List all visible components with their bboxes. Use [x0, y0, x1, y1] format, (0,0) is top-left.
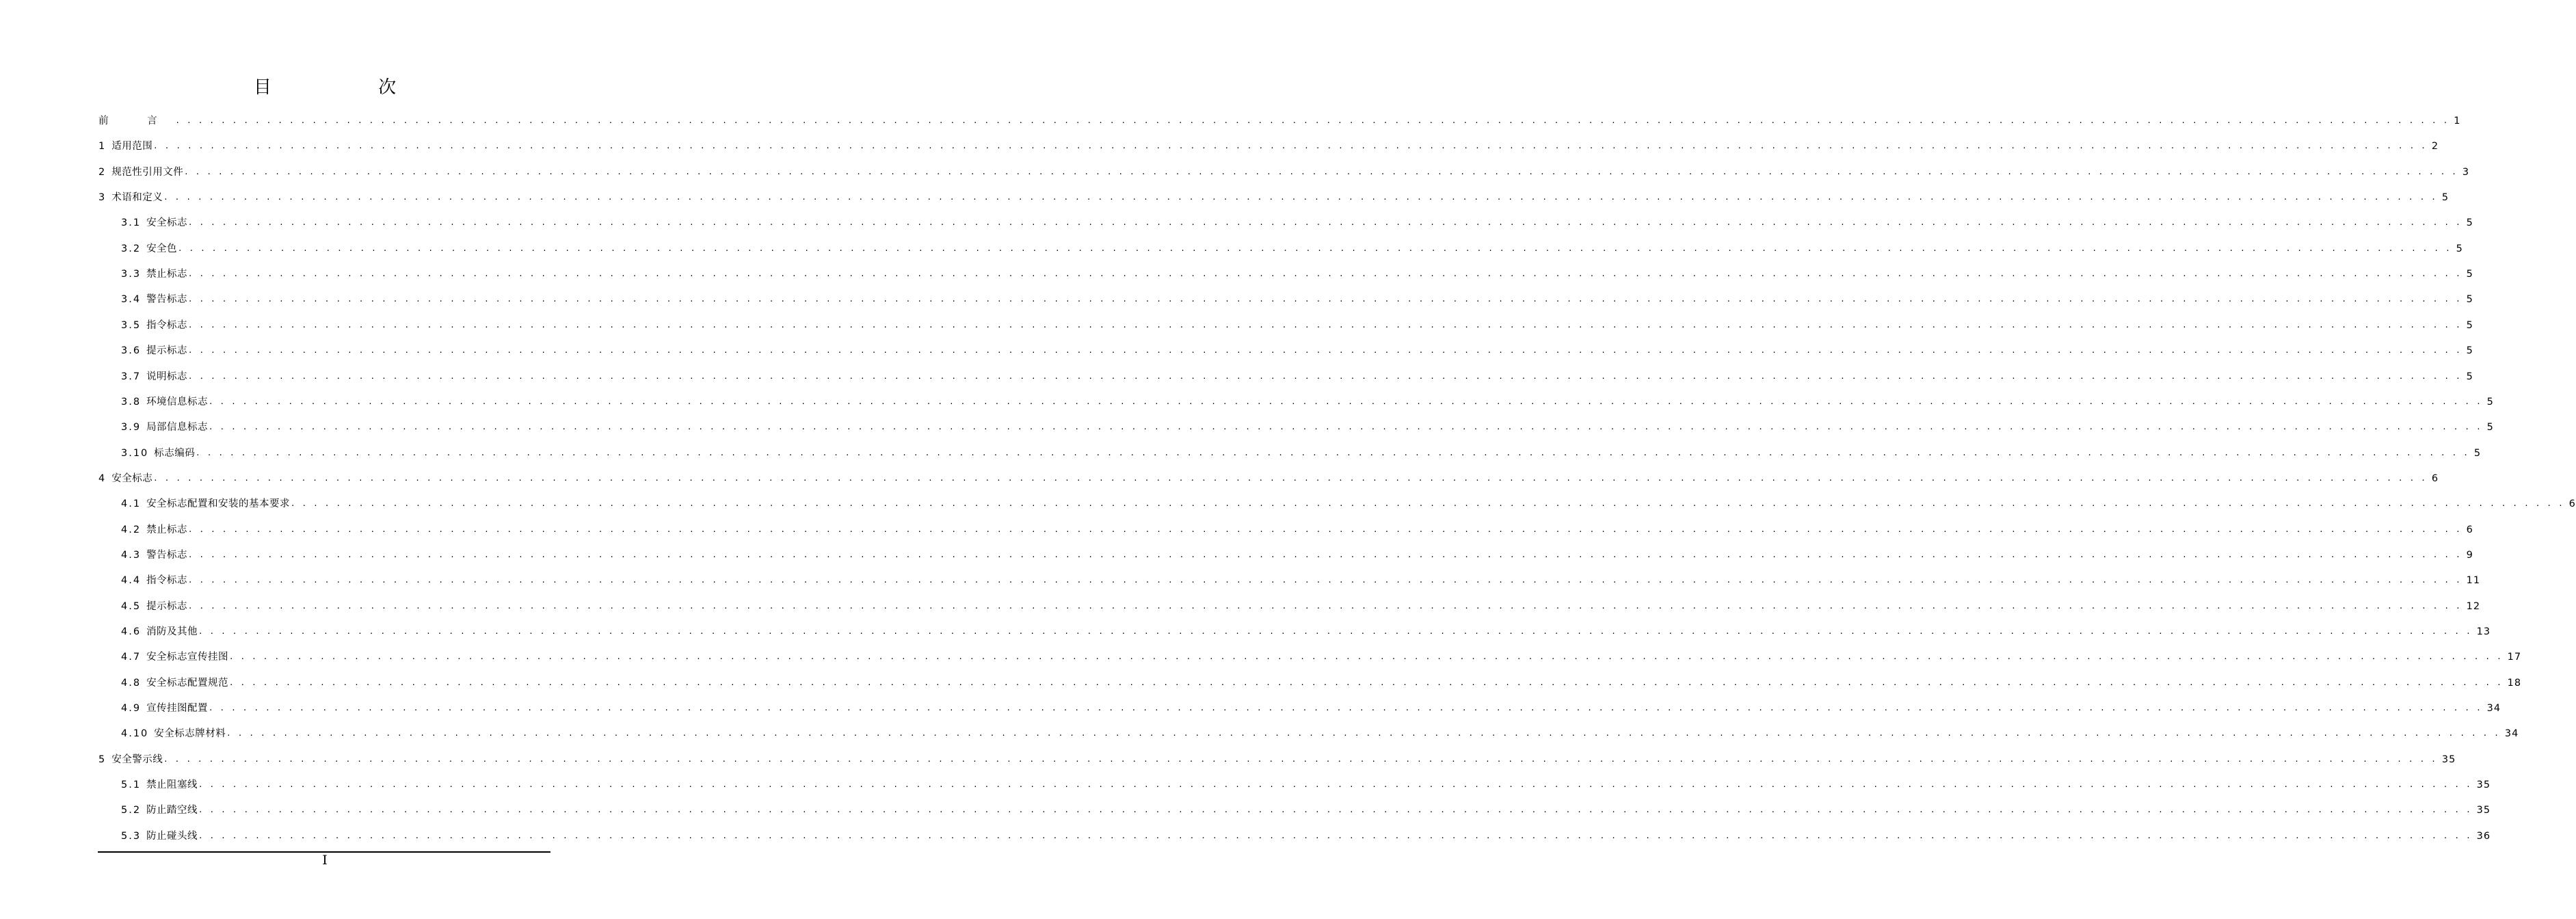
- toc-entry[interactable]: [121, 318, 2473, 333]
- toc-entry[interactable]: [121, 803, 2491, 818]
- toc-entry[interactable]: [121, 241, 2463, 256]
- toc-entry[interactable]: [121, 650, 2522, 665]
- toc-entry-title: 警告标志: [146, 294, 188, 306]
- toc-dot-leader: . . . . . . . . . . . . . . . . . . . . . . . . . . . . . . . . . . . . . . . . . . . . . . . . . . . . . . . . . . . . . . . . . . . . . . . . . . . . . . . . . . . . . . . . . . . . . . . . . . . . . . . . . . . . . . . . . . . . . . . . . . . . . . . . . . . . . . . . . . . . . . . . . . . . . . . . . . . . . . . . . . . . . . . . . . . . . . . . . . . . . . . . . . . . . . . . . . . . . . . .: [189, 371, 2462, 382]
- toc-dot-leader: . . . . . . . . . . . . . . . . . . . . . . . . . . . . . . . . . . . . . . . . . . . . . . . . . . . . . . . . . . . . . . . . . . . . . . . . . . . . . . . . . . . . . . . . . . . . . . . . . . . . . . . . . . . . . . . . . . . . . . . . . . . . . . . . . . . . . . . . . . . . . . . . . . . . . . . . . . . . . . . . . . . . . . . . . . . . . . . . . . . . . . . . . . . . . . . . . . . . . . . .: [227, 728, 2501, 739]
- toc-entry-page: 34: [2486, 703, 2501, 715]
- toc-entry-title: 局部信息标志: [146, 422, 209, 434]
- toc-entry-title: 防止踏空线: [146, 805, 198, 816]
- toc-entry[interactable]: [121, 676, 2522, 691]
- toc-dot-leader: . . . . . . . . . . . . . . . . . . . . . . . . . . . . . . . . . . . . . . . . . . . . . . . . . . . . . . . . . . . . . . . . . . . . . . . . . . . . . . . . . . . . . . . . . . . . . . . . . . . . . . . . . . . . . . . . . . . . . . . . . . . . . . . . . . . . . . . . . . . . . . . . . . . . . . . . . . . . . . . . . . . . . . . . . . . . . . . . . . . . . . . . . . . . . . . . . . . . . . . .: [199, 780, 2473, 790]
- toc-entry-title: 提示标志: [146, 600, 188, 612]
- toc-entry-title: 禁止标志: [146, 269, 188, 280]
- toc-entry-number: 3.1: [121, 217, 142, 229]
- toc-entry[interactable]: [121, 369, 2473, 384]
- toc-entry-page: 5: [2456, 243, 2463, 254]
- toc-entry-number: 4.10: [121, 728, 149, 740]
- toc-entry-number: 5.2: [121, 805, 142, 816]
- toc-entry-page: 34: [2504, 728, 2519, 740]
- toc-entry-title: 指令标志: [146, 575, 188, 587]
- toc-entry-page: 11: [2466, 575, 2481, 587]
- toc-entry-page: 5: [2466, 371, 2473, 382]
- toc-entry-page: 35: [2476, 805, 2491, 816]
- toc-entry-title: 安全标志配置规范: [146, 677, 229, 689]
- toc-dot-leader: . . . . . . . . . . . . . . . . . . . . . . . . . . . . . . . . . . . . . . . . . . . . . . . . . . . . . . . . . . . . . . . . . . . . . . . . . . . . . . . . . . . . . . . . . . . . . . . . . . . . . . . . . . . . . . . . . . . . . . . . . . . . . . . . . . . . . . . . . . . . . . . . . . . . . . . . . . . . . . . . . . . . . . . . . . . . . . . . . . . . . . . . . . . . . . . . . . . . . . . .: [185, 166, 2458, 177]
- toc-entry-page: 13: [2476, 626, 2491, 637]
- toc-dot-leader: . . . . . . . . . . . . . . . . . . . . . . . . . . . . . . . . . . . . . . . . . . . . . . . . . . . . . . . . . . . . . . . . . . . . . . . . . . . . . . . . . . . . . . . . . . . . . . . . . . . . . . . . . . . . . . . . . . . . . . . . . . . . . . . . . . . . . . . . . . . . . . . . . . . . . . . . . . . . . . . . . . . . . . . . . . . . . . . . . . . . . . . . . . . . . . . . . . . . . . . .: [189, 345, 2462, 356]
- toc-entry-number: 4: [98, 472, 107, 484]
- toc-dot-leader: . . . . . . . . . . . . . . . . . . . . . . . . . . . . . . . . . . . . . . . . . . . . . . . . . . . . . . . . . . . . . . . . . . . . . . . . . . . . . . . . . . . . . . . . . . . . . . . . . . . . . . . . . . . . . . . . . . . . . . . . . . . . . . . . . . . . . . . . . . . . . . . . . . . . . . . . . . . . . . . . . . . . . . . . . . . . . . . . . . . . . . . . . . . . . . . . . . . . . . . .: [189, 269, 2462, 280]
- toc-entry-page: 12: [2466, 600, 2481, 612]
- toc-entry-title: 禁止阻塞线: [146, 780, 198, 791]
- toc-entry-page: 5: [2466, 269, 2473, 280]
- toc-entry-page: 3: [2462, 166, 2470, 178]
- toc-entry[interactable]: [121, 522, 2473, 537]
- toc-entry[interactable]: [121, 599, 2481, 614]
- toc-entry-number: 2: [98, 166, 107, 178]
- toc-entry-title: 指令标志: [146, 319, 188, 331]
- toc-dot-leader: . . . . . . . . . . . . . . . . . . . . . . . . . . . . . . . . . . . . . . . . . . . . . . . . . . . . . . . . . . . . . . . . . . . . . . . . . . . . . . . . . . . . . . . . . . . . . . . . . . . . . . . . . . . . . . . . . . . . . . . . . . . . . . . . . . . . . . . . . . . . . . . . . . . . . . . . . . . . . . . . . . . . . . . . . . . . . . . . . . . . . . . . . . . . . . . . . . . . . . . .: [291, 498, 2565, 509]
- toc-entry[interactable]: [98, 471, 2439, 486]
- page-number: I: [322, 853, 328, 868]
- toc-entry-title: 宣传挂图配置: [146, 703, 209, 715]
- toc-dot-leader: . . . . . . . . . . . . . . . . . . . . . . . . . . . . . . . . . . . . . . . . . . . . . . . . . . . . . . . . . . . . . . . . . . . . . . . . . . . . . . . . . . . . . . . . . . . . . . . . . . . . . . . . . . . . . . . . . . . . . . . . . . . . . . . . . . . . . . . . . . . . . . . . . . . . . . . . . . . . . . . . . . . . . . . . . . . . . . . . . . . . . . . . . . . . . . . . . . . . . . . .: [189, 294, 2462, 305]
- toc-dot-leader: . . . . . . . . . . . . . . . . . . . . . . . . . . . . . . . . . . . . . . . . . . . . . . . . . . . . . . . . . . . . . . . . . . . . . . . . . . . . . . . . . . . . . . . . . . . . . . . . . . . . . . . . . . . . . . . . . . . . . . . . . . . . . . . . . . . . . . . . . . . . . . . . . . . . . . . . . . . . . . . . . . . . . . . . . . . . . . . . . . . . . . . . . . . . . . . . . . . . . . . .: [189, 217, 2462, 228]
- toc-dot-leader: . . . . . . . . . . . . . . . . . . . . . . . . . . . . . . . . . . . . . . . . . . . . . . . . . . . . . . . . . . . . . . . . . . . . . . . . . . . . . . . . . . . . . . . . . . . . . . . . . . . . . . . . . . . . . . . . . . . . . . . . . . . . . . . . . . . . . . . . . . . . . . . . . . . . . . . . . . . . . . . . . . . . . . . . . . . . . . . . . . . . . . . . . . . . . . . . . . . . . . . .: [164, 754, 2438, 764]
- toc-entry-number: 3.7: [121, 371, 142, 382]
- page-title: 目 次: [253, 77, 447, 98]
- toc-entry-page: 5: [2466, 319, 2473, 331]
- toc-entry-number: 4.4: [121, 575, 142, 587]
- toc-entry-title: 适用范围: [111, 141, 153, 152]
- toc-dot-leader: . . . . . . . . . . . . . . . . . . . . . . . . . . . . . . . . . . . . . . . . . . . . . . . . . . . . . . . . . . . . . . . . . . . . . . . . . . . . . . . . . . . . . . . . . . . . . . . . . . . . . . . . . . . . . . . . . . . . . . . . . . . . . . . . . . . . . . . . . . . . . . . . . . . . . . . . . . . . . . . . . . . . . . . . . . . . . . . . . . . . . . . . . . . . . . . . . . . . . . . .: [230, 677, 2504, 688]
- toc-entry[interactable]: [121, 573, 2481, 588]
- toc-entry-title: 禁止标志: [146, 524, 188, 535]
- toc-entry-number: 3: [98, 192, 107, 204]
- toc-entry[interactable]: [121, 446, 2482, 461]
- toc-entry-title: 防止碰头线: [146, 830, 198, 842]
- toc-dot-leader: . . . . . . . . . . . . . . . . . . . . . . . . . . . . . . . . . . . . . . . . . . . . . . . . . . . . . . . . . . . . . . . . . . . . . . . . . . . . . . . . . . . . . . . . . . . . . . . . . . . . . . . . . . . . . . . . . . . . . . . . . . . . . . . . . . . . . . . . . . . . . . . . . . . . . . . . . . . . . . . . . . . . . . . . . . . . . . . . . . . . . . . . . . . . . . . . . . . . . . . .: [189, 549, 2462, 560]
- toc-entry-number: 4.8: [121, 677, 142, 689]
- toc-entry-number: 3.3: [121, 269, 142, 280]
- toc-entry-page: 36: [2476, 830, 2491, 842]
- toc-entry-number: 3.2: [121, 243, 142, 254]
- toc-entry-number: 4.2: [121, 524, 142, 535]
- toc-entry-title: 安全标志宣传挂图: [146, 652, 229, 663]
- toc-dot-leader: . . . . . . . . . . . . . . . . . . . . . . . . . . . . . . . . . . . . . . . . . . . . . . . . . . . . . . . . . . . . . . . . . . . . . . . . . . . . . . . . . . . . . . . . . . . . . . . . . . . . . . . . . . . . . . . . . . . . . . . . . . . . . . . . . . . . . . . . . . . . . . . . . . . . . . . . . . . . . . . . . . . . . . . . . . . . . . . . . . . . . . . . . . . . . . . . . . . . . . . .: [189, 319, 2462, 330]
- toc-dot-leader: . . . . . . . . . . . . . . . . . . . . . . . . . . . . . . . . . . . . . . . . . . . . . . . . . . . . . . . . . . . . . . . . . . . . . . . . . . . . . . . . . . . . . . . . . . . . . . . . . . . . . . . . . . . . . . . . . . . . . . . . . . . . . . . . . . . . . . . . . . . . . . . . . . . . . . . . . . . . . . . . . . . . . . . . . . . . . . . . . . . . . . . . . . . . . . . . . . . . . . . .: [154, 141, 2428, 152]
- toc-entry-number: 3.6: [121, 345, 142, 357]
- toc-entry[interactable]: [121, 267, 2473, 282]
- toc-dot-leader: . . . . . . . . . . . . . . . . . . . . . . . . . . . . . . . . . . . . . . . . . . . . . . . . . . . . . . . . . . . . . . . . . . . . . . . . . . . . . . . . . . . . . . . . . . . . . . . . . . . . . . . . . . . . . . . . . . . . . . . . . . . . . . . . . . . . . . . . . . . . . . . . . . . . . . . . . . . . . . . . . . . . . . . . . . . . . . . . . . . . . . . . . . . . . . . . . . . . . . . .: [189, 575, 2462, 586]
- toc-entry-number: 4.7: [121, 652, 142, 663]
- toc-entry[interactable]: [121, 420, 2494, 435]
- toc-entry-number: 4.1: [121, 498, 142, 510]
- toc-entry-number: 4.9: [121, 703, 142, 715]
- toc-entry[interactable]: [121, 548, 2473, 563]
- toc-entry-title: 安全警示线: [111, 754, 163, 765]
- toc-entry-title: 提示标志: [146, 345, 188, 357]
- toc-entry[interactable]: [121, 726, 2519, 741]
- toc-entry-title: 安全色: [146, 243, 178, 254]
- toc-entry[interactable]: [98, 139, 2439, 154]
- toc-entry-number: 3.10: [121, 447, 149, 459]
- toc-entry-number: 1: [98, 141, 107, 152]
- toc-dot-leader: . . . . . . . . . . . . . . . . . . . . . . . . . . . . . . . . . . . . . . . . . . . . . . . . . . . . . . . . . . . . . . . . . . . . . . . . . . . . . . . . . . . . . . . . . . . . . . . . . . . . . . . . . . . . . . . . . . . . . . . . . . . . . . . . . . . . . . . . . . . . . . . . . . . . . . . . . . . . . . . . . . . . . . . . . . . . . . . . . . . . . . . . . . . . . . . . . . . . . . . .: [199, 830, 2473, 841]
- toc-entry-number: 3.4: [121, 294, 142, 306]
- toc-entry-title: 消防及其他: [146, 626, 198, 637]
- toc-entry-title: 安全标志配置和安装的基本要求: [146, 498, 291, 510]
- toc-entry[interactable]: [98, 190, 2449, 205]
- toc-entry-title: 安全标志: [146, 217, 188, 229]
- toc-entry[interactable]: [121, 624, 2491, 639]
- toc-entry-page: 6: [2431, 472, 2439, 484]
- toc-entry-page: 18: [2507, 677, 2522, 689]
- toc-entry-page: 5: [2486, 422, 2494, 434]
- toc-dot-leader: . . . . . . . . . . . . . . . . . . . . . . . . . . . . . . . . . . . . . . . . . . . . . . . . . . . . . . . . . . . . . . . . . . . . . . . . . . . . . . . . . . . . . . . . . . . . . . . . . . . . . . . . . . . . . . . . . . . . . . . . . . . . . . . . . . . . . . . . . . . . . . . . . . . . . . . . . . . . . . . . . . . . . . . . . . . . . . . . . . . . . . . . . . . . . . . . . . . . . . . .: [199, 626, 2473, 637]
- toc-entry-page: 35: [2441, 754, 2456, 765]
- toc-entry-number: 5: [98, 754, 107, 765]
- toc-entry-number: 3.8: [121, 396, 142, 408]
- toc-entry-title: 环境信息标志: [146, 396, 209, 408]
- toc-entry[interactable]: [121, 215, 2473, 230]
- toc-entry[interactable]: [98, 752, 2456, 767]
- toc-entry-number: 3.9: [121, 422, 142, 434]
- toc-entry[interactable]: [98, 165, 2470, 180]
- toc-dot-leader: . . . . . . . . . . . . . . . . . . . . . . . . . . . . . . . . . . . . . . . . . . . . . . . . . . . . . . . . . . . . . . . . . . . . . . . . . . . . . . . . . . . . . . . . . . . . . . . . . . . . . . . . . . . . . . . . . . . . . . . . . . . . . . . . . . . . . . . . . . . . . . . . . . . . . . . . . . . . . . . . . . . . . . . . . . . . . . . . . . . . . . . . . . . . . . . . . . . . . . . .: [189, 600, 2462, 611]
- toc-entry-number: 5.3: [121, 830, 142, 842]
- toc-entry-number: 4.6: [121, 626, 142, 637]
- toc-entry[interactable]: [98, 114, 2461, 129]
- toc-entry-page: 5: [2466, 345, 2473, 357]
- toc-entry-page: 6: [2466, 524, 2473, 535]
- toc-dot-leader: . . . . . . . . . . . . . . . . . . . . . . . . . . . . . . . . . . . . . . . . . . . . . . . . . . . . . . . . . . . . . . . . . . . . . . . . . . . . . . . . . . . . . . . . . . . . . . . . . . . . . . . . . . . . . . . . . . . . . . . . . . . . . . . . . . . . . . . . . . . . . . . . . . . . . . . . . . . . . . . . . . . . . . . . . . . . . . . . . . . . . . . . . . . . . . . . . . . . . . . .: [209, 396, 2483, 407]
- toc-entry-page: 5: [2486, 396, 2494, 408]
- toc-entry-title: 安全标志牌材料: [154, 728, 226, 740]
- toc-entry-number: 3.5: [121, 319, 142, 331]
- toc-dot-leader: . . . . . . . . . . . . . . . . . . . . . . . . . . . . . . . . . . . . . . . . . . . . . . . . . . . . . . . . . . . . . . . . . . . . . . . . . . . . . . . . . . . . . . . . . . . . . . . . . . . . . . . . . . . . . . . . . . . . . . . . . . . . . . . . . . . . . . . . . . . . . . . . . . . . . . . . . . . . . . . . . . . . . . . . . . . . . . . . . . . . . . . . . . . . . . . . . . . . . . . .: [209, 422, 2483, 433]
- toc-dot-leader: . . . . . . . . . . . . . . . . . . . . . . . . . . . . . . . . . . . . . . . . . . . . . . . . . . . . . . . . . . . . . . . . . . . . . . . . . . . . . . . . . . . . . . . . . . . . . . . . . . . . . . . . . . . . . . . . . . . . . . . . . . . . . . . . . . . . . . . . . . . . . . . . . . . . . . . . . . . . . . . . . . . . . . . . . . . . . . . . . . . . . . . . . . . . . . . . . . . . . . . .: [209, 703, 2483, 714]
- toc-entry-title: 标志编码: [154, 447, 196, 459]
- toc-entry-title: 前 言: [98, 116, 175, 126]
- toc-entry-page: 35: [2476, 780, 2491, 791]
- toc-dot-leader: . . . . . . . . . . . . . . . . . . . . . . . . . . . . . . . . . . . . . . . . . . . . . . . . . . . . . . . . . . . . . . . . . . . . . . . . . . . . . . . . . . . . . . . . . . . . . . . . . . . . . . . . . . . . . . . . . . . . . . . . . . . . . . . . . . . . . . . . . . . . . . . . . . . . . . . . . . . . . . . . . . . . . . . . . . . . . . . . . . . . . . . . . . . . . . . . . . . . . . . .: [196, 447, 2470, 458]
- toc-entry-page: 5: [2466, 294, 2473, 306]
- toc-entry-number: 5.1: [121, 780, 142, 791]
- toc-entry[interactable]: [121, 395, 2494, 410]
- toc-entry-page: 9: [2466, 549, 2473, 561]
- toc-dot-leader: . . . . . . . . . . . . . . . . . . . . . . . . . . . . . . . . . . . . . . . . . . . . . . . . . . . . . . . . . . . . . . . . . . . . . . . . . . . . . . . . . . . . . . . . . . . . . . . . . . . . . . . . . . . . . . . . . . . . . . . . . . . . . . . . . . . . . . . . . . . . . . . . . . . . . . . . . . . . . . . . . . . . . . . . . . . . . . . . . . . . . . . . . . . . . . . . . . . . . . . .: [154, 472, 2428, 483]
- toc-dot-leader: . . . . . . . . . . . . . . . . . . . . . . . . . . . . . . . . . . . . . . . . . . . . . . . . . . . . . . . . . . . . . . . . . . . . . . . . . . . . . . . . . . . . . . . . . . . . . . . . . . . . . . . . . . . . . . . . . . . . . . . . . . . . . . . . . . . . . . . . . . . . . . . . . . . . . . . . . . . . . . . . . . . . . . . . . . . . . . . . . . . . . . . . . . . . . . . . . . . . . . . .: [176, 116, 2450, 126]
- toc-entry[interactable]: [121, 292, 2473, 307]
- toc-entry-page: 5: [2466, 217, 2473, 229]
- toc-dot-leader: . . . . . . . . . . . . . . . . . . . . . . . . . . . . . . . . . . . . . . . . . . . . . . . . . . . . . . . . . . . . . . . . . . . . . . . . . . . . . . . . . . . . . . . . . . . . . . . . . . . . . . . . . . . . . . . . . . . . . . . . . . . . . . . . . . . . . . . . . . . . . . . . . . . . . . . . . . . . . . . . . . . . . . . . . . . . . . . . . . . . . . . . . . . . . . . . . . . . . . . .: [189, 524, 2462, 535]
- toc-entry-page: 6: [2568, 498, 2576, 510]
- toc-entry-title: 说明标志: [146, 371, 188, 382]
- toc-entry-page: 5: [2441, 192, 2449, 204]
- toc-entry-title: 安全标志: [111, 472, 153, 484]
- toc-entry[interactable]: [121, 777, 2491, 793]
- toc-entry[interactable]: [121, 343, 2473, 358]
- toc-entry-page: 5: [2473, 447, 2482, 459]
- toc-entry-number: 4.5: [121, 600, 142, 612]
- toc-entry[interactable]: [121, 496, 2576, 511]
- toc-entry-page: 1: [2454, 116, 2461, 126]
- toc-dot-leader: . . . . . . . . . . . . . . . . . . . . . . . . . . . . . . . . . . . . . . . . . . . . . . . . . . . . . . . . . . . . . . . . . . . . . . . . . . . . . . . . . . . . . . . . . . . . . . . . . . . . . . . . . . . . . . . . . . . . . . . . . . . . . . . . . . . . . . . . . . . . . . . . . . . . . . . . . . . . . . . . . . . . . . . . . . . . . . . . . . . . . . . . . . . . . . . . . . . . . . . .: [178, 243, 2452, 254]
- toc-entry-title: 规范性引用文件: [111, 166, 184, 178]
- toc-entry-page: 2: [2431, 141, 2439, 152]
- toc-entry-title: 警告标志: [146, 549, 188, 561]
- toc-entry-title: 术语和定义: [111, 192, 163, 204]
- toc-entry[interactable]: [121, 829, 2491, 844]
- toc-entry[interactable]: [121, 701, 2501, 716]
- toc-dot-leader: . . . . . . . . . . . . . . . . . . . . . . . . . . . . . . . . . . . . . . . . . . . . . . . . . . . . . . . . . . . . . . . . . . . . . . . . . . . . . . . . . . . . . . . . . . . . . . . . . . . . . . . . . . . . . . . . . . . . . . . . . . . . . . . . . . . . . . . . . . . . . . . . . . . . . . . . . . . . . . . . . . . . . . . . . . . . . . . . . . . . . . . . . . . . . . . . . . . . . . . .: [230, 652, 2504, 663]
- toc-entry-number: 4.3: [121, 549, 142, 561]
- toc-dot-leader: . . . . . . . . . . . . . . . . . . . . . . . . . . . . . . . . . . . . . . . . . . . . . . . . . . . . . . . . . . . . . . . . . . . . . . . . . . . . . . . . . . . . . . . . . . . . . . . . . . . . . . . . . . . . . . . . . . . . . . . . . . . . . . . . . . . . . . . . . . . . . . . . . . . . . . . . . . . . . . . . . . . . . . . . . . . . . . . . . . . . . . . . . . . . . . . . . . . . . . . .: [164, 192, 2438, 203]
- toc-entry-page: 17: [2507, 652, 2522, 663]
- toc-dot-leader: . . . . . . . . . . . . . . . . . . . . . . . . . . . . . . . . . . . . . . . . . . . . . . . . . . . . . . . . . . . . . . . . . . . . . . . . . . . . . . . . . . . . . . . . . . . . . . . . . . . . . . . . . . . . . . . . . . . . . . . . . . . . . . . . . . . . . . . . . . . . . . . . . . . . . . . . . . . . . . . . . . . . . . . . . . . . . . . . . . . . . . . . . . . . . . . . . . . . . . . .: [199, 805, 2473, 816]
